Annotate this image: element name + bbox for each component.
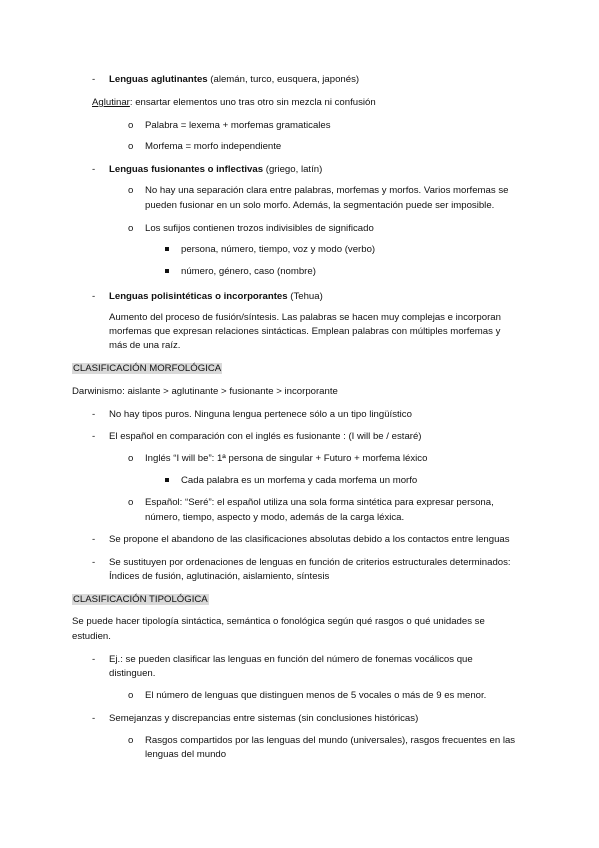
dash-bullet: - bbox=[92, 713, 96, 724]
aglutinantes-item bbox=[109, 73, 359, 87]
polisinteticas-item bbox=[109, 290, 323, 304]
rasgos-line2: lenguas del mundo bbox=[145, 749, 227, 760]
square-bullet bbox=[165, 247, 169, 251]
morfema-item: Morfema = morfo independiente bbox=[145, 141, 282, 152]
aglutinar-text: : ensartar elementos uno tras otro sin mezcla ni confusión bbox=[129, 97, 376, 108]
morf-item4-line2: Índices de fusión, aglutinación, aislamiento, síntesis bbox=[109, 571, 330, 582]
heading-tipologica bbox=[72, 593, 209, 607]
semejanzas-item: Semejanzas y discrepancias entre sistemas (sin conclusiones históricas) bbox=[109, 713, 419, 724]
ej-line1: Ej.: se pueden clasificar las lenguas en función del número de fonemas vocálicos que bbox=[109, 654, 473, 665]
aglutinantes-examples: (alemán, turco, eusquera, japonés) bbox=[207, 74, 360, 85]
dash-bullet: - bbox=[92, 654, 96, 665]
tipologia-intro-line2: estudien. bbox=[72, 631, 111, 642]
circle-bullet: o bbox=[128, 120, 134, 131]
dash-bullet: - bbox=[92, 291, 96, 302]
dash-bullet: - bbox=[92, 164, 96, 175]
ingles-item: Inglés “I will be”: 1ª persona de singular + Futuro + morfema léxico bbox=[145, 453, 428, 464]
circle-bullet: o bbox=[128, 735, 134, 746]
square-bullet bbox=[165, 269, 169, 273]
palabra-item: Palabra = lexema + morfemas gramaticales bbox=[145, 120, 331, 131]
fusion-sub1: persona, número, tiempo, voz y modo (verbo) bbox=[181, 244, 376, 255]
circle-bullet: o bbox=[128, 690, 134, 701]
morf-item1: No hay tipos puros. Ninguna lengua pertenece sólo a un tipo lingüístico bbox=[109, 409, 412, 420]
heading-morfologica bbox=[72, 362, 222, 376]
dash-bullet: - bbox=[92, 534, 96, 545]
fusionantes-item bbox=[109, 163, 322, 177]
polisinteticas-example: (Tehua) bbox=[287, 291, 323, 302]
poli-line2: morfemas que expresan relaciones sintácticas. Emplean palabras con múltiples morfemas y bbox=[109, 326, 501, 337]
polisinteticas-term: Lenguas polisintéticas o incorporantes bbox=[109, 291, 288, 302]
dash-bullet: - bbox=[92, 557, 96, 568]
dash-bullet: - bbox=[92, 409, 96, 420]
vocales-item: El número de lenguas que distinguen menos de 5 vocales o más de 9 es menor. bbox=[145, 690, 487, 701]
circle-bullet: o bbox=[128, 497, 134, 508]
morf-item2: El español en comparación con el inglés es fusionante : (I will be / estaré) bbox=[109, 431, 422, 442]
heading-morfologica-text: CLASIFICACIÓN MORFOLÓGICA bbox=[73, 363, 222, 374]
fusionantes-term: Lenguas fusionantes o inflectivas bbox=[109, 164, 264, 175]
circle-bullet: o bbox=[128, 453, 134, 464]
circle-bullet: o bbox=[128, 141, 134, 152]
fusion-point1-line1: No hay una separación clara entre palabras, morfemas y morfos. Varios morfemas se bbox=[145, 185, 509, 196]
fusion-point2: Los sufijos contienen trozos indivisibles de significado bbox=[145, 223, 374, 234]
espanol-line2: número, tiempo, aspecto y modo, además de la carga léxica. bbox=[145, 512, 405, 523]
poli-line3: más de una raíz. bbox=[109, 340, 181, 351]
morf-item4-line1: Se sustituyen por ordenaciones de lenguas en función de criterios estructurales determinados: bbox=[109, 557, 511, 568]
dash-bullet: - bbox=[92, 74, 96, 85]
circle-bullet: o bbox=[128, 185, 134, 196]
fusion-point1-line2: pueden fusionar en un solo morfo. Además, la segmentación puede ser imposible. bbox=[145, 200, 495, 211]
fusionantes-examples: (griego, latín) bbox=[263, 164, 323, 175]
espanol-line1: Español: “Seré”: el español utiliza una sola forma sintética para expresar persona, bbox=[145, 497, 494, 508]
tipologia-intro-line1: Se puede hacer tipología sintáctica, semántica o fonológica según qué rasgos o qué unidades se bbox=[72, 616, 485, 627]
morf-item3: Se propone el abandono de las clasificaciones absolutas debido a los contactos entre lenguas bbox=[109, 534, 510, 545]
poli-line1: Aumento del proceso de fusión/síntesis. Las palabras se hacen muy complejas e incorporan bbox=[109, 312, 501, 323]
rasgos-line1: Rasgos compartidos por las lenguas del mundo (universales), rasgos frecuentes en las bbox=[145, 735, 516, 746]
ej-line2: distinguen. bbox=[109, 668, 156, 679]
aglutinar-term: Aglutinar bbox=[92, 97, 130, 108]
circle-bullet: o bbox=[128, 223, 134, 234]
aglutinar-definition bbox=[92, 96, 376, 110]
aglutinantes-term: Lenguas aglutinantes bbox=[109, 74, 208, 85]
heading-tipologica-text: CLASIFICACIÓN TIPOLÓGICA bbox=[73, 594, 208, 605]
darwinismo-line: Darwinismo: aislante > aglutinante > fusionante > incorporante bbox=[72, 386, 338, 397]
square-bullet bbox=[165, 478, 169, 482]
dash-bullet: - bbox=[92, 431, 96, 442]
fusion-sub2: número, género, caso (nombre) bbox=[181, 266, 316, 277]
cada-palabra-item: Cada palabra es un morfema y cada morfema un morfo bbox=[181, 475, 418, 486]
